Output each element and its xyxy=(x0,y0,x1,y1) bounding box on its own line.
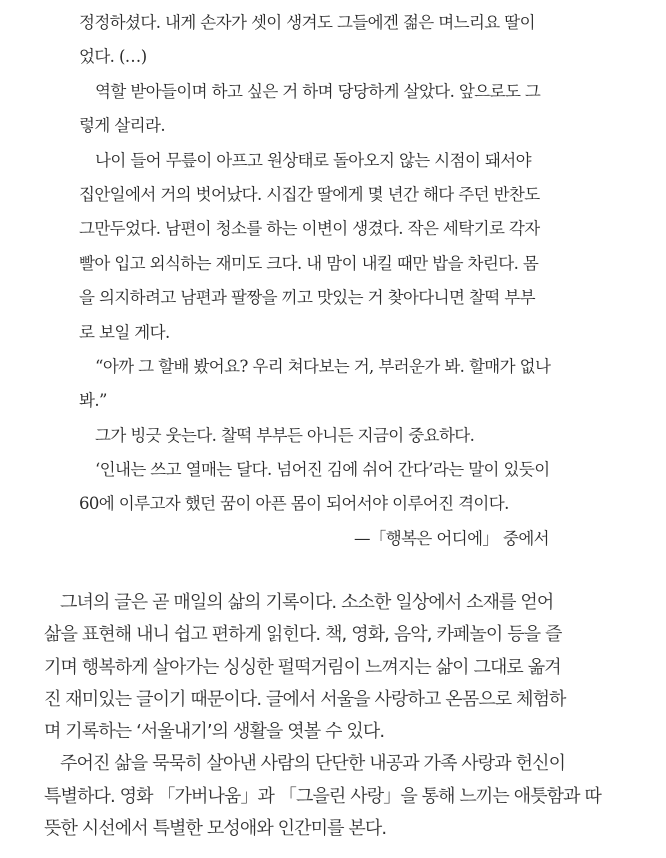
quote-line: 그가 빙긋 웃는다. 찰떡 부부든 아니든 지금이 중요하다. xyxy=(95,425,475,445)
body-line: 삶을 표현해 내니 쉽고 편하게 읽힌다. 책, 영화, 음악, 카페놀이 등을 즐 xyxy=(44,624,562,646)
body-text xyxy=(44,587,601,845)
quoted-excerpt xyxy=(79,6,549,556)
quote-attribution: —「행복은 어디에」 중에서 xyxy=(353,528,549,548)
quote-line: “아까 그 할배 봤어요? 우리 쳐다보는 거, 부러운가 봐. 할매가 없나 xyxy=(95,356,551,376)
body-line: 그녀의 글은 곧 매일의 삶의 기록이다. 소소한 일상에서 소재를 얻어 xyxy=(60,592,554,613)
quote-line: 을 의지하려고 남편과 팔짱을 끼고 맛있는 거 찾아다니면 찰떡 부부 xyxy=(79,288,535,308)
quote-line: 그만두었다. 남편이 청소를 하는 이변이 생겼다. 작은 세탁기로 각자 xyxy=(79,219,540,239)
quote-line: 나이 들어 무릎이 아프고 원상태로 돌아오지 않는 시점이 돼서야 xyxy=(95,150,531,170)
quote-line: 로 보일 게다. xyxy=(79,322,170,342)
body-line: 진 재미있는 글이기 때문이다. 글에서 서울을 사랑하고 온몸으로 체험하 xyxy=(44,688,566,710)
quote-line: 역할 받아들이며 하고 싶은 거 하며 당당하게 살았다. 앞으로도 그 xyxy=(95,81,541,101)
quote-line: 60에 이루고자 했던 꿈이 아픈 몸이 되어서야 이루어진 격이다. xyxy=(79,494,509,514)
quote-line: 집안일에서 거의 벗어났다. 시집간 딸에게 몇 년간 해다 주던 반찬도 xyxy=(79,184,540,204)
body-line: 기며 행복하게 살아가는 싱싱한 펄떡거림이 느껴지는 삶이 그대로 옮겨 xyxy=(44,656,561,678)
body-line: 며 기록하는 ‘서울내기’의 생활을 엿볼 수 있다. xyxy=(44,721,385,743)
quote-line: 었다. (…) xyxy=(79,47,147,67)
quote-line: 정정하셨다. 내게 손자가 셋이 생겨도 그들에겐 젊은 며느리요 딸이 xyxy=(79,13,535,32)
quote-line: 렇게 살리라. xyxy=(79,116,165,136)
body-line: 특별하다. 영화 「가버나움」과 「그을린 사랑」을 통해 느끼는 애틋함과 따 xyxy=(44,785,601,807)
quote-line: 빨아 입고 외식하는 재미도 크다. 내 맘이 내킬 때만 밥을 차린다. 몸 xyxy=(79,253,539,273)
quote-line: 봐.” xyxy=(79,391,107,411)
body-line: 뜻한 시선에서 특별한 모성애와 인간미를 본다. xyxy=(44,818,387,840)
quote-line: ‘인내는 쓰고 열매는 달다. 넘어진 김에 쉬어 간다’라는 말이 있듯이 xyxy=(95,460,550,480)
body-line: 주어진 삶을 묵묵히 살아낸 사람의 단단한 내공과 가족 사랑과 헌신이 xyxy=(60,753,566,775)
